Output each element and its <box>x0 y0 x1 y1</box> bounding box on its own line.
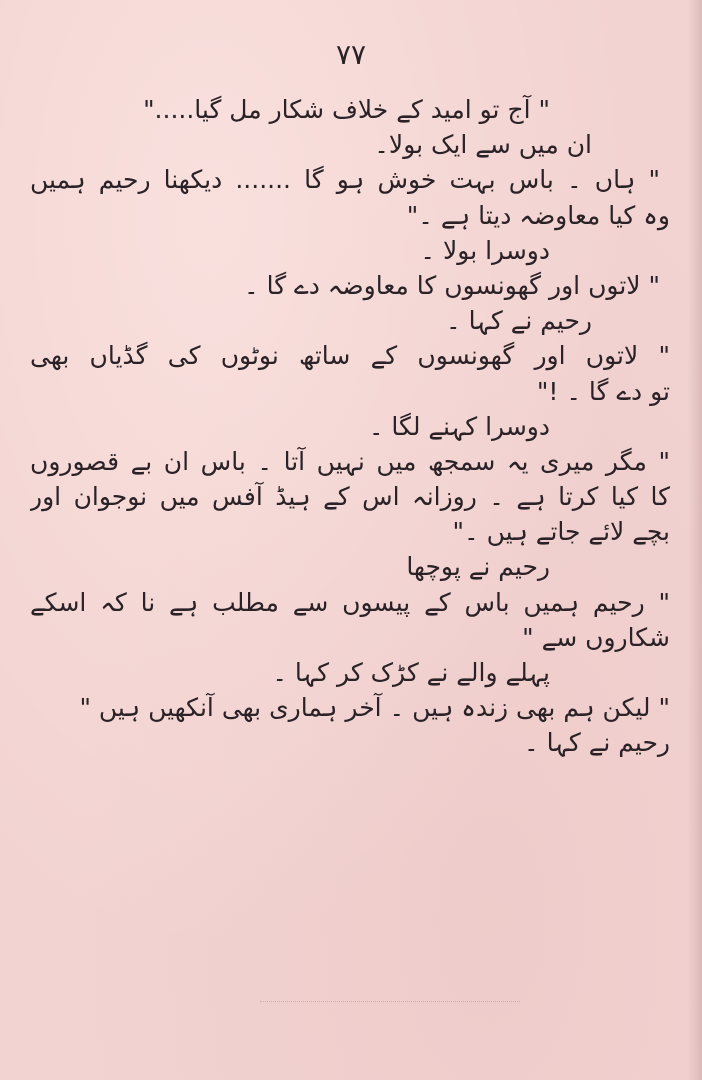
text-line: ان میں سے ایک بولا۔ <box>374 130 592 160</box>
page-edge-shadow <box>688 0 702 1080</box>
text-line: " رحیم ہمیں باس کے پیسوں سے مطلب ہے نا کہ اسکے <box>30 587 670 617</box>
text-line: کا کیا کرتا ہے ۔ روزانہ اس کے ہیڈ آفس میں نوجوان اور <box>30 482 670 512</box>
text-line: " لاتوں اور گھونسوں کا معاوضہ دے گا ۔ <box>243 270 660 300</box>
text-line: دوسرا کہنے لگا ۔ <box>368 411 550 441</box>
text-line: بچے لائے جاتے ہیں ۔" <box>452 517 670 547</box>
text-line: دوسرا بولا ۔ <box>420 235 550 265</box>
text-line: رحیم نے کہا ۔ <box>446 306 592 336</box>
page-number: ۷۷ <box>335 38 367 71</box>
text-line: " لاتوں اور گھونسوں کے ساتھ نوٹوں کی گڈیاں بھی <box>30 341 670 371</box>
text-line: " آج تو امید کے خلاف شکار مل گیا....." <box>143 95 550 124</box>
text-line: وہ کیا معاوضہ دیتا ہے ۔" <box>406 200 670 230</box>
text-line: " ہاں ۔ باس بہت خوش ہو گا ....... دیکھنا رحیم ہمیں <box>30 165 660 195</box>
urdu-text-block <box>30 92 670 761</box>
text-line: رحیم نے پوچھا <box>406 552 550 582</box>
text-line: شکاروں سے " <box>522 622 670 652</box>
text-line: رحیم نے کہا ۔ <box>524 728 670 758</box>
faint-bleedthrough-mark <box>260 1001 520 1020</box>
text-line: " مگر میری یہ سمجھ میں نہیں آتا ۔ باس ان بے قصوروں <box>30 446 670 476</box>
text-line: پہلے والے نے کڑک کر کہا ۔ <box>272 658 550 687</box>
text-line: تو دے گا ۔ !" <box>536 376 670 406</box>
text-line: " لیکن ہم بھی زندہ ہیں ۔ آخر ہماری بھی آنکھیں ہیں " <box>79 693 670 723</box>
